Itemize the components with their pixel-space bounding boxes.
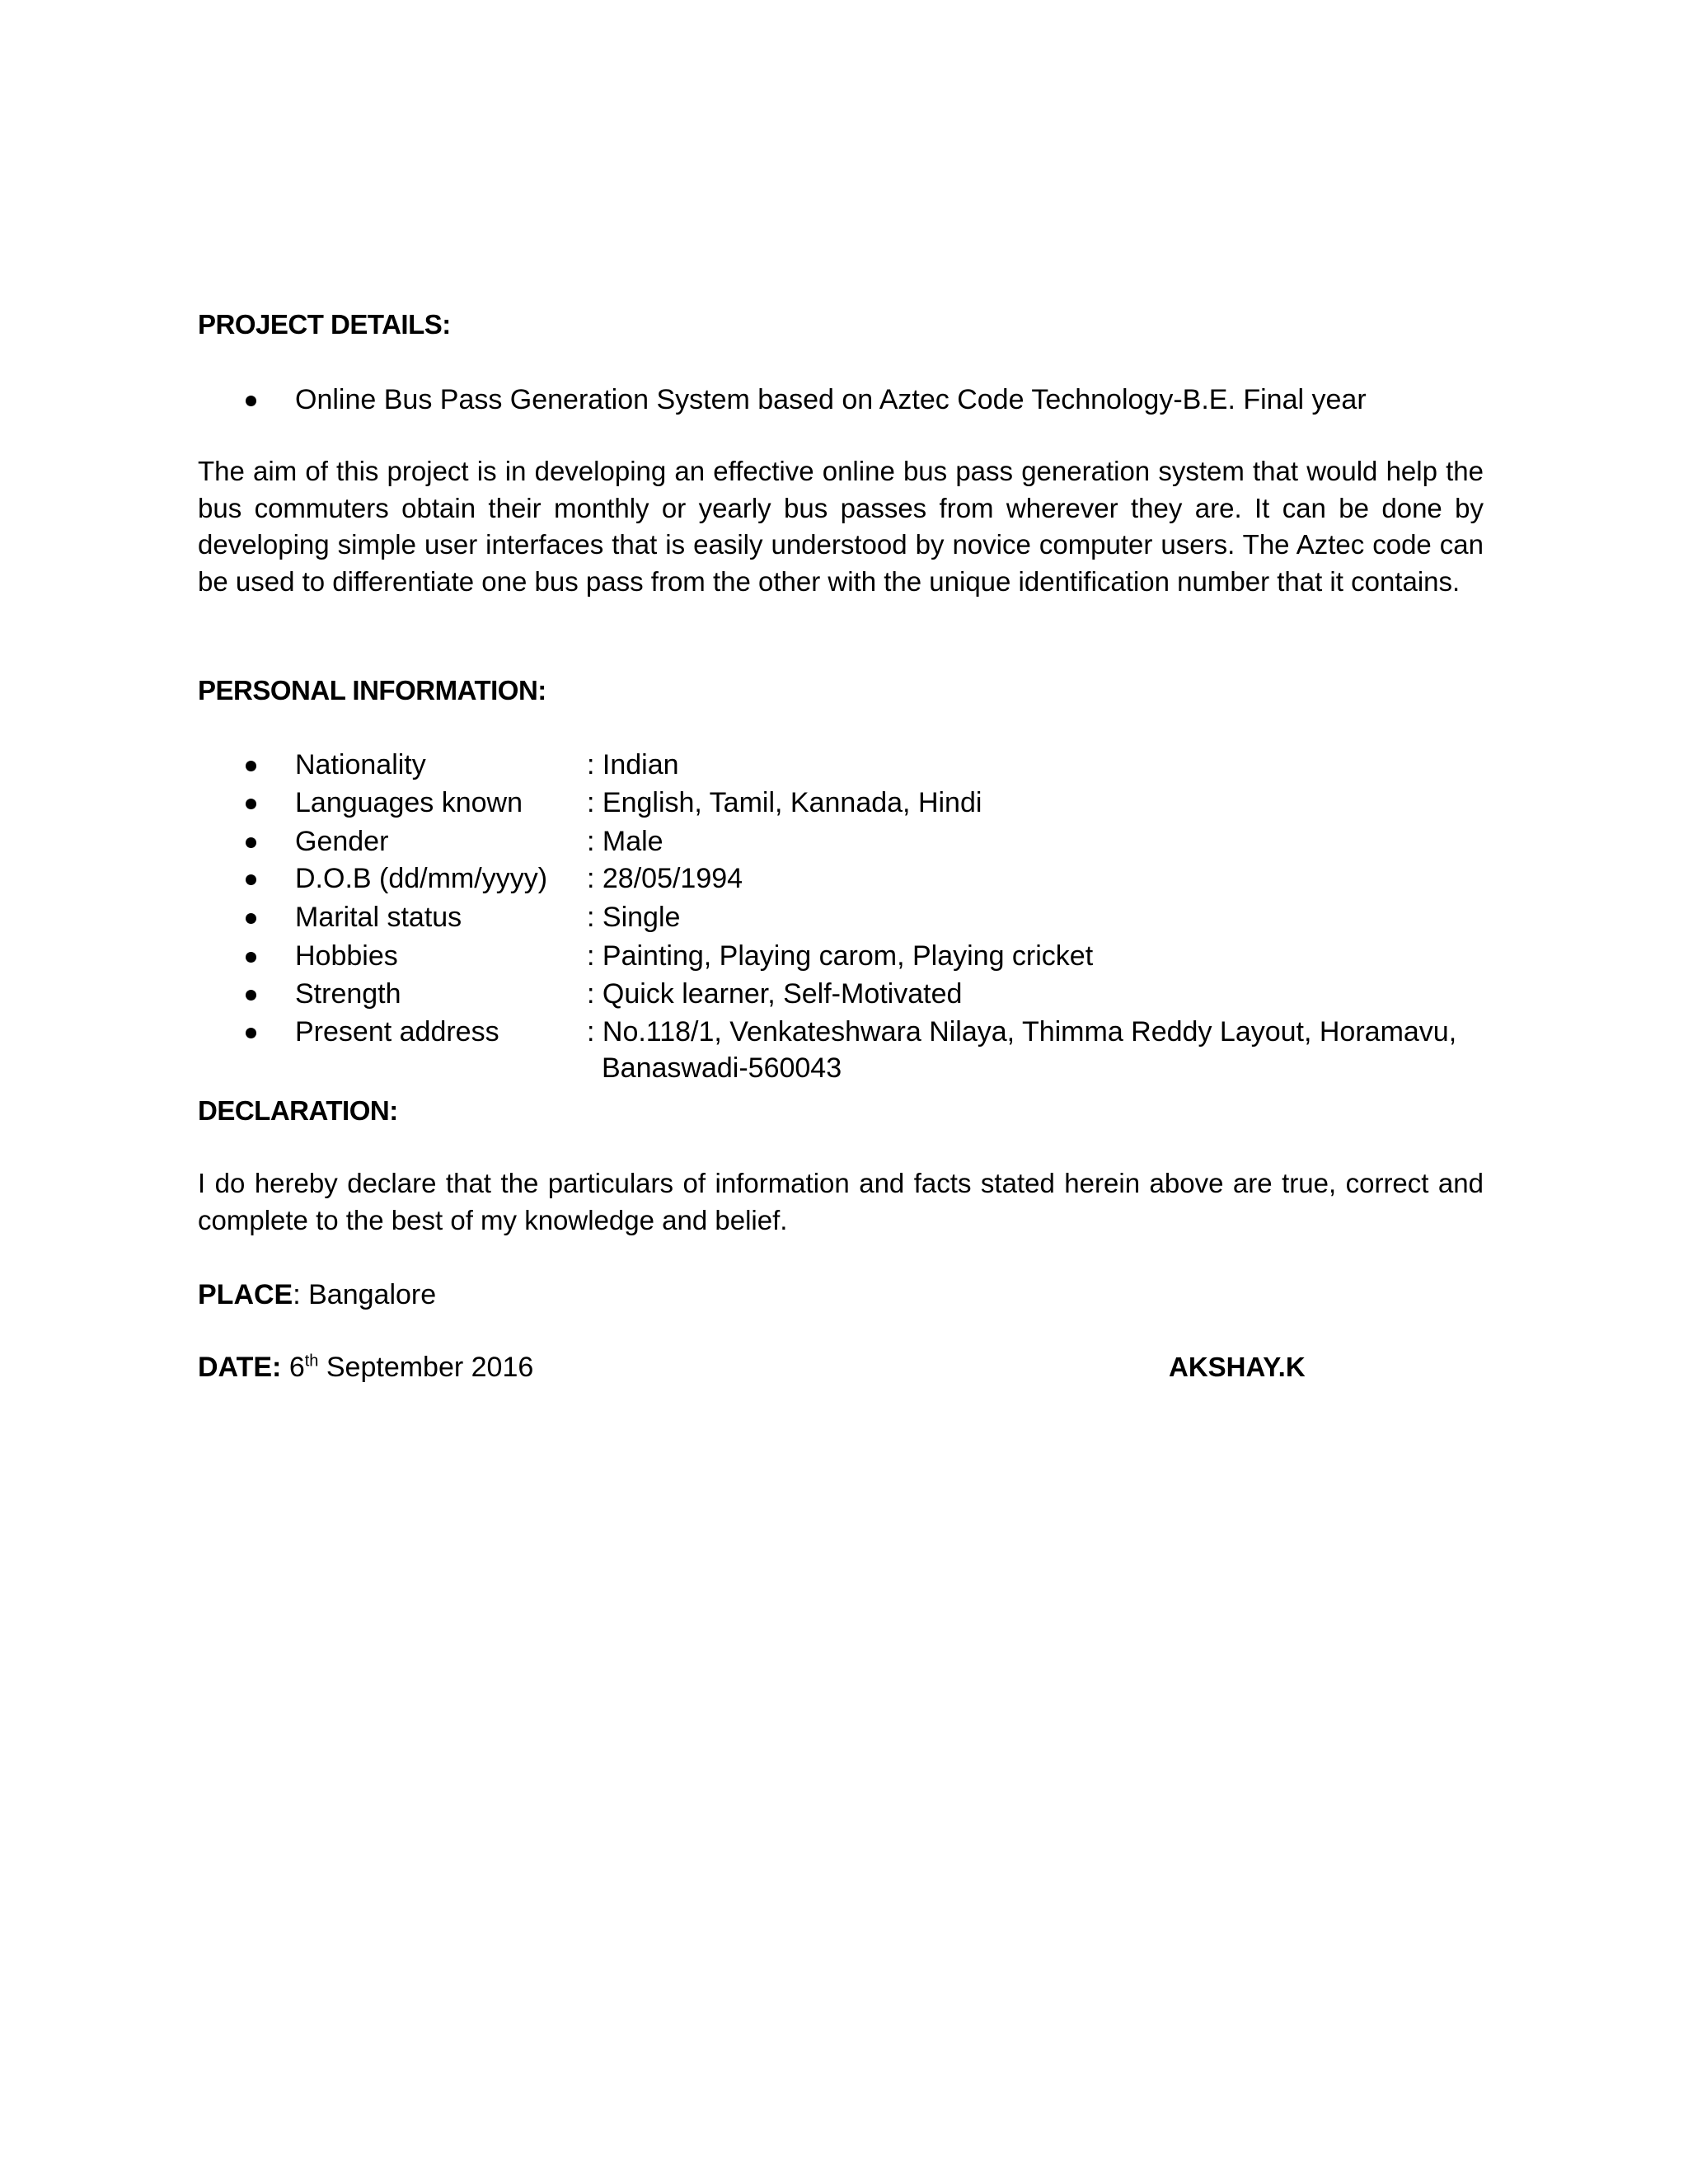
bullet-icon [246,396,256,406]
date-day: 6 [288,1352,305,1383]
info-label: Hobbies [295,940,398,972]
info-value-line2: Banaswadi-560043 [602,1052,842,1084]
info-value: : 28/05/1994 [587,863,743,894]
date-day-suffix: th [304,1352,319,1371]
info-value: : English, Tamil, Kannada, Hindi [587,787,982,818]
bullet-icon [246,913,256,924]
info-row-languages [198,784,1490,822]
info-value: : Quick learner, Self-Motivated [587,978,963,1010]
bullet-icon [246,874,256,885]
info-row-nationality [198,746,1490,784]
info-row-hobbies [198,937,1490,975]
info-row-strength [198,975,1490,1013]
info-value: : Single [587,902,681,933]
info-row-marital-status [198,898,1490,936]
info-value: : No.118/1, Venkateshwara Nilaya, Thimma Reddy Layout, Horamavu, [587,1016,1457,1047]
project-item [198,381,1490,419]
signature-name: AKSHAY.K [1169,1352,1306,1382]
info-row-gender [198,823,1490,860]
date-line [198,1348,533,1386]
bullet-icon [246,761,256,771]
place-value: : Bangalore [293,1279,437,1310]
info-label: Strength [295,978,401,1010]
bullet-icon [246,1028,256,1038]
personal-information-heading: PERSONAL INFORMATION: [198,675,546,705]
declaration-text: I do hereby declare that the particulars of information and facts stated herein above are true, correct and complete to the best of my knowledge and belief. [198,1168,1484,1235]
project-details-heading: PROJECT DETAILS: [198,309,451,340]
bullet-icon [246,799,256,809]
info-label: Gender [295,826,389,857]
project-item-text: Online Bus Pass Generation System based on Aztec Code Technology-B.E. Final year [295,384,1367,415]
bullet-icon [246,990,256,1001]
info-value: : Painting, Playing carom, Playing cricket [587,940,1094,972]
info-row-dob [198,860,1490,898]
info-label: Present address [295,1016,499,1047]
info-label: D.O.B (dd/mm/yyyy) [295,863,548,894]
date-rest: September 2016 [326,1352,534,1383]
place-label: PLACE [198,1279,293,1310]
bullet-icon [246,837,256,848]
info-value: : Male [587,826,663,857]
info-value: : Indian [587,749,679,780]
info-label: Nationality [295,749,426,780]
place-line [198,1276,436,1314]
info-label: Languages known [295,787,523,818]
info-row-present-address [198,1013,1490,1089]
date-label: DATE: [198,1352,282,1383]
declaration-heading: DECLARATION: [198,1095,398,1126]
info-label: Marital status [295,902,462,933]
bullet-icon [246,952,256,963]
project-description: The aim of this project is in developing an effective online bus pass generation system that would help the bus commuters obtain their monthly or yearly bus passes from wherever they are. It can be done by developing simple user interfaces that is easily understood by novice computer users. The Aztec code can be used to differentiate one bus pass from the other with the unique identification number that it contains. [198,456,1484,597]
